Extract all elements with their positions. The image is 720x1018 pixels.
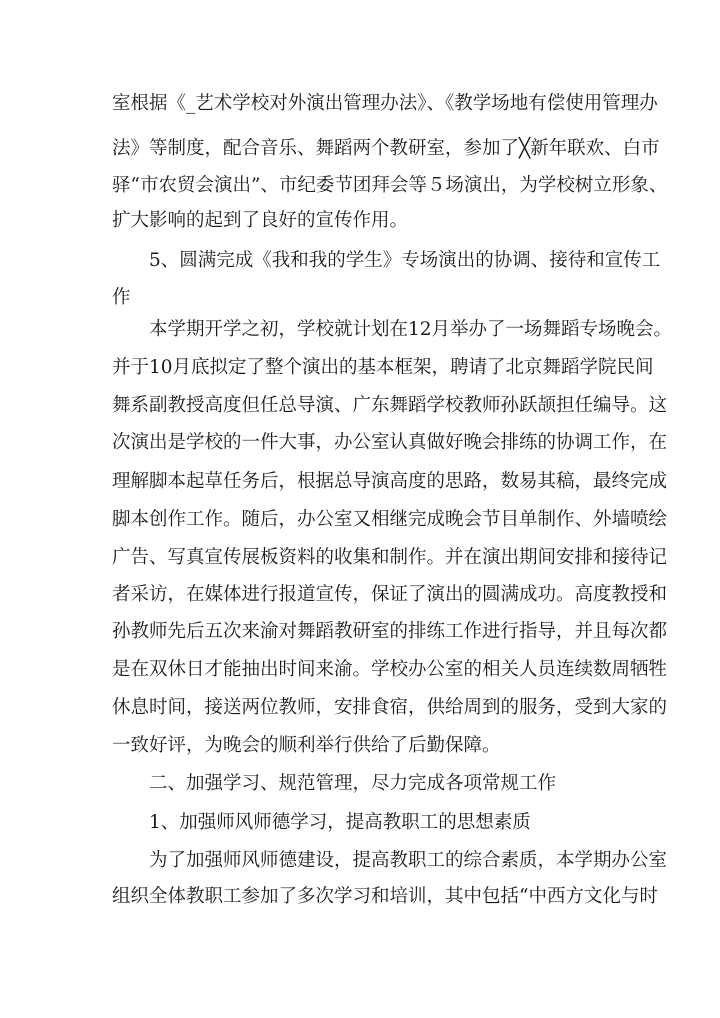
text-line: 休息时间，接送两位教师，安排食宿，供给周到的服务，受到大家的 [112, 697, 668, 718]
text-line: 次演出是学校的一件大事，办公室认真做好晚会排练的协调工作，在 [112, 432, 668, 453]
text-line: 扩大影响的起到了良好的宣传作用。 [112, 210, 409, 231]
section-heading: 二、加强学习、规范管理，尽力完成各项常规工作 [149, 773, 557, 794]
text-line: 理解脚本起草任务后，根据总导演高度的思路，数易其稿，最终完成 [112, 471, 668, 492]
text-line: 组织全体教职工参加了多次学习和培训，其中包括“中西方文化与时 [112, 886, 658, 907]
text-line: 是在双休日才能抽出时间来渝。学校办公室的相关人员连续数周牺牲 [112, 659, 668, 680]
text-line: 者采访，在媒体进行报道宣传，保证了演出的圆满成功。高度教授和 [112, 584, 668, 605]
text-line: 一致好评，为晚会的顺利举行供给了后勤保障。 [112, 735, 501, 756]
text-line: 本学期开学之初，学校就计划在12月举办了一场舞蹈专场晚会。 [149, 319, 673, 340]
text-line: 室根据《_艺术学校对外演出管理办法》、《教学场地有偿使用管理办 [112, 93, 658, 114]
text-line: 脚本创作工作。随后，办公室又相继完成晚会节目单制作、外墙喷绘 [112, 509, 668, 530]
text-line: 广告、写真宣传展板资料的收集和制作。并在演出期间安排和接待记 [112, 547, 668, 568]
text-line: 舞系副教授高度但任总导演、广东舞蹈学校教师孙跃颉担任编导。这 [112, 395, 668, 416]
text-line: 为了加强师风师德建设，提高教职工的综合素质，本学期办公室 [149, 850, 668, 871]
text-line: 驿“市农贸会演出”、市纪委节团拜会等５场演出，为学校树立形象、 [112, 175, 668, 196]
subsection-heading: 1、加强师风师德学习，提高教职工的思想素质 [149, 812, 531, 833]
text-line: 并于10月底拟定了整个演出的基本框架，聘请了北京舞蹈学院民间 [112, 357, 654, 378]
section-heading-continuation: 作 [112, 287, 131, 308]
text-line: 法》等制度，配合音乐、舞蹈两个教研室，参加了╳新年联欢、白市 [112, 138, 660, 159]
text-line: 孙教师先后五次来渝对舞蹈教研室的排练工作进行指导，并且每次都 [112, 621, 668, 642]
section-heading: 5、圆满完成《我和我的学生》专场演出的协调、接待和宣传工 [149, 250, 661, 271]
